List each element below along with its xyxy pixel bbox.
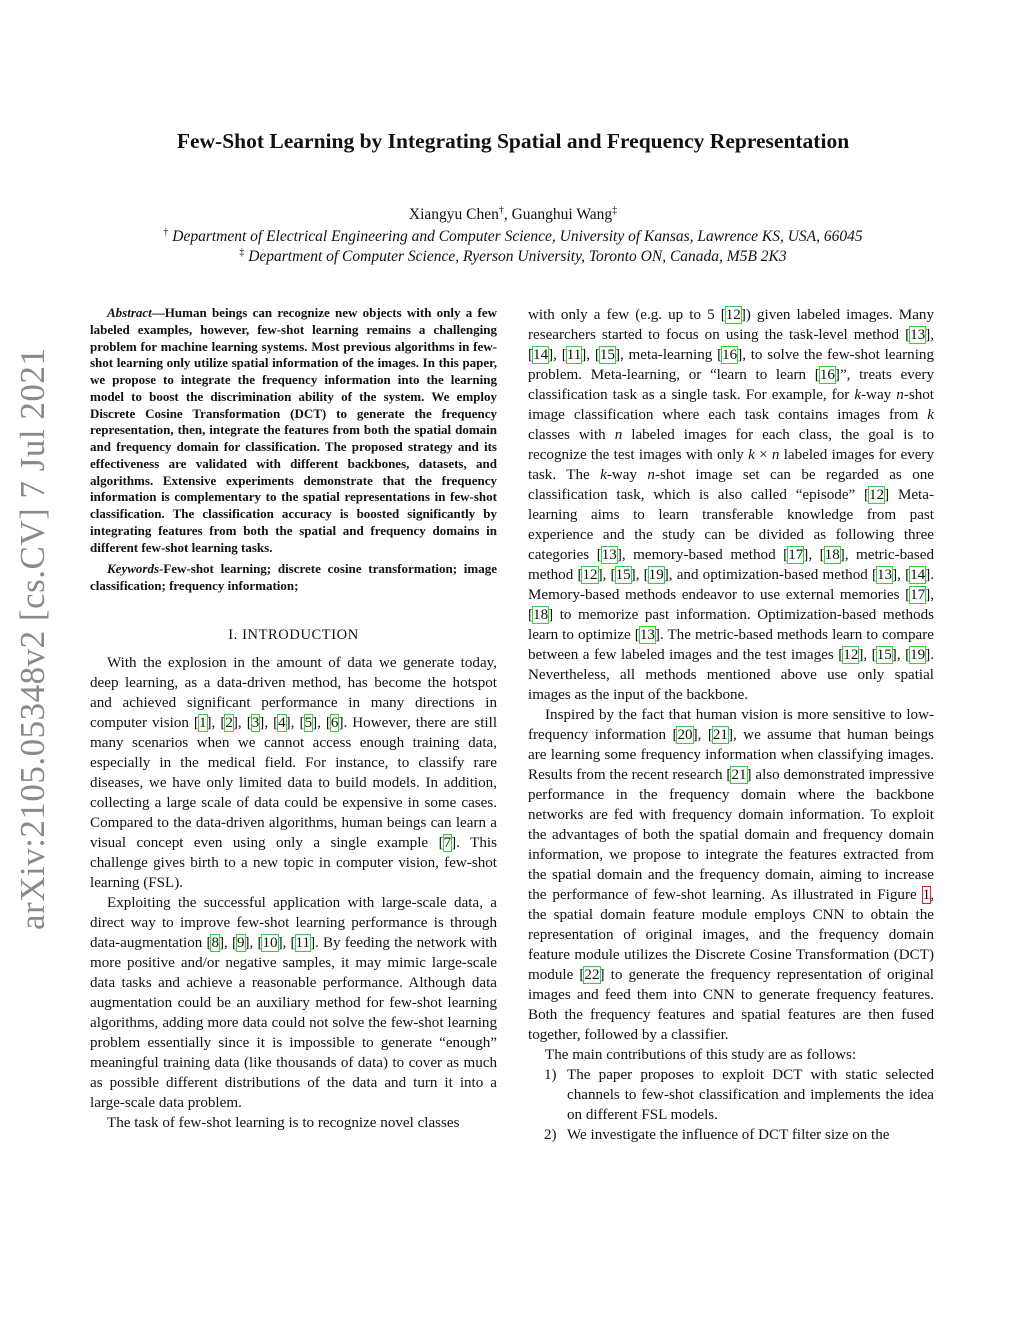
affiliation-mark: † (498, 205, 504, 216)
paragraph: Inspired by the fact that human vision is more sensitive to low-frequency information [ 20 ] , [ 21 ] , we assume that human beings are learning some frequency information when classifying images. Results from the recent research [ 21 ] also demonstrated impressive performance in the frequency domain where the backbone networks are fed with frequency domain information. To exploit the advantages of both the spatial domain and frequency domain information, we propose to integrate the features extracted from the spatial domain and the frequency domain, aiming to increase the performance of few-shot learning. As illustrated in Figure 1, the spatial domain feature module employs CNN to obtain the representation of original images, and the frequency domain feature module utilizes the Discrete Cosine Transformation (DCT) module [ 22 ] to generate the frequency representation of original images and feed them into CNN to generate frequency features. Both the frequency features and spatial features are then fused together, followed by a classifier. (528, 705, 934, 1045)
affiliation-mark: † (163, 227, 169, 238)
citation-link[interactable]: [ 2 ] (220, 715, 238, 731)
citation-link[interactable]: [ 11 ] (290, 935, 315, 951)
affiliation-1 (92, 227, 934, 247)
affiliation-mark: ‡ (612, 205, 618, 216)
citation-link[interactable]: [ 11 ] (562, 347, 587, 363)
citation-link[interactable]: [ 14 ] (905, 567, 930, 583)
citation-link[interactable]: [ 4 ] (273, 715, 291, 731)
citation-link[interactable]: [ 5 ] (299, 715, 317, 731)
figure-link[interactable]: 1 (922, 887, 931, 903)
paragraph: Exploiting the successful application with large-scale data, a direct way to improve few-shot learning performance is through data-augmentation [ 8 ] , [ 9 ] , [ 10 ] , [ 11 ] . By feeding the network with more positive and/or negative samples, it may mimic large-scale data tasks and achieve a reasonable performance. Although data augmentation could be an auxiliary method for few-shot learning algorithms, adding more data could not solve the few-shot learning problem essentially since it is impossible to generate “enough” meaningful training data (like thousands of data) to cover as much as possible different distributions of the data and turn it into a large-scale data problem. (90, 893, 497, 1113)
citation-link[interactable]: [ 17 ] (905, 587, 930, 603)
citation-link[interactable]: [ 14 ] (528, 347, 553, 363)
paragraph: The main contributions of this study are as follows: (545, 1047, 857, 1063)
right-column (528, 305, 934, 1145)
abstract (90, 305, 497, 556)
affiliation-2 (92, 247, 934, 267)
author-line: Xiangyu Chen†, Guanghui Wang‡ (408, 205, 618, 223)
citation-link[interactable]: [ 13 ] (872, 567, 897, 583)
list-item: 1) The paper proposes to exploit DCT with static selected channels to few-shot classification and implements the idea on different FSL models. (544, 1067, 934, 1123)
citation-link[interactable]: [ 22 ] (579, 967, 604, 983)
citation-link[interactable]: [ 6 ] (326, 715, 344, 731)
citation-link[interactable]: [ 12 ] (721, 307, 746, 323)
citation-link[interactable]: [ 7 ] (439, 835, 457, 851)
citation-link[interactable]: [ 19 ] (644, 567, 669, 583)
abstract-text: —Human beings can recognize new objects with only a few labeled examples, however, few-shot learning remains a challenging problem for machine learning systems. Most previous algorithms in few-shot learning only utilize spatial information of the images. In this paper, we propose to integrate the frequency information into the learning model to boost the discrimination ability of the system. We employ Discrete Cosine Transformation (DCT) to generate the frequency representation, then, integrate the features from both the spatial domain and frequency domain for classification. The proposed strategy and its effectiveness are validated with different backbones, datasets, and algorithms. Extensive experiments demonstrate that the frequency information is complementary to the spatial representations in few-shot classification. The classification accuracy is boosted significantly by integrating features from both the spatial and frequency domains in different few-shot learning tasks. (90, 305, 497, 555)
citation-link[interactable]: [ 13 ] (905, 327, 930, 343)
citation-link[interactable]: [ 15 ] (872, 647, 897, 663)
arxiv-identifier: arXiv:2105.05348v2 [cs.CV] 7 Jul 2021 (13, 347, 52, 930)
citation-link[interactable]: [ 20 ] (672, 727, 697, 743)
citation-link[interactable]: [ 12 ] (577, 567, 602, 583)
arxiv-sidebar (0, 0, 66, 1325)
keywords-label: Keywords (107, 561, 159, 577)
citation-link[interactable]: [ 16 ] (815, 367, 840, 383)
affiliation-text: Department of Computer Science, Ryerson University, Toronto ON, Canada, M5B 2K3 (248, 248, 787, 265)
paragraph: With the explosion in the amount of data we generate today, deep learning, as a data-driven method, has become the hotspot and achieved significant performance in many directions in computer vision [ 1 ] , [ 2 ] , [ 3 ] , [ 4 ] , [ 5 ] , [ 6 ] . However, there are still many scenarios when we cannot access enough training data, especially in the medical field. For instance, to classify rare diseases, we have only limited data to build models. In addition, collecting a large scale of data could be expensive in some cases. Compared to the data-driven algorithms, human beings can learn a visual concept even using only a single example [ 7 ] . This challenge gives birth to a new topic in computer vision, few-shot learning (FSL). (90, 653, 497, 893)
citation-link[interactable]: [ 13 ] (597, 547, 622, 563)
citation-link[interactable]: [ 18 ] (528, 607, 553, 623)
keywords-text: -Few-shot learning; discrete cosine transformation; image classification; frequency information; (90, 561, 497, 593)
left-column (90, 305, 497, 1133)
citation-link[interactable]: [ 21 ] (708, 727, 733, 743)
citation-link[interactable]: [ 1 ] (194, 715, 212, 731)
citation-link[interactable]: [ 13 ] (635, 627, 660, 643)
citation-link[interactable]: [ 21 ] (726, 767, 751, 783)
keywords (90, 561, 497, 595)
contributions-list (528, 1065, 934, 1145)
citation-link[interactable]: [ 12 ] (864, 487, 889, 503)
section-heading-introduction: I. INTRODUCTION (228, 626, 359, 643)
paragraph: The task of few-shot learning is to recognize novel classes (107, 1114, 460, 1131)
citation-link[interactable]: [ 9 ] (232, 935, 250, 951)
citation-link[interactable]: [ 19 ] (905, 647, 930, 663)
author-name: Guanghui Wang (511, 206, 613, 223)
citation-link[interactable]: [ 15 ] (595, 347, 620, 363)
paper-title: Few-Shot Learning by Integrating Spatial and Frequency Representation (176, 129, 850, 153)
citation-link[interactable]: [ 8 ] (206, 935, 224, 951)
author-name: Xiangyu Chen (408, 206, 499, 223)
paragraph: with only a few (e.g. up to 5 [ 12 ] ) given labeled images. Many researchers started to focus on using the task-level method [ 13 ] , [ 14 ] , [ 11 ] , [ 15 ] , meta-learning [ 16 ] , to solve the few-shot learning problem. Meta-learning, or “learn to learn [ 16 ] ”, treats every classification task as a single task. For example, for k-way n-shot image classification where each task contains images from k classes with n labeled images for each class, the goal is to recognize the test images with only k × n labeled images for every task. The k-way n-shot image set can be regarded as one classification task, which is also called “episode” [ 12 ] Meta-learning aims to learn transferable knowledge from past experience and the study can be divided as following three categories [ 13 ] , memory-based method [ 17 ] , [ 18 ] , metric-based method [ 12 ] , [ 15 ] , [ 19 ] , and optimization-based method [ 13 ] , [ 14 ] . Memory-based methods endeavor to use external memories [ 17 ] , [ 18 ] to memorize past information. Optimization-based methods learn to optimize [ 13 ] . The metric-based methods learn to compare between a few labeled images and the test images [ 12 ] , [ 15 ] , [ 19 ] . Nevertheless, all methods mentioned above use only spatial images as the input of the backbone. (528, 305, 934, 705)
citation-link[interactable]: [ 3 ] (247, 715, 265, 731)
citation-link[interactable]: [ 18 ] (820, 547, 845, 563)
affiliation-text: Department of Electrical Engineering and Computer Science, University of Kansas, Lawrence KS, USA, 66045 (172, 228, 863, 245)
citation-link[interactable]: [ 16 ] (717, 347, 742, 363)
affiliation-mark: ‡ (239, 247, 245, 258)
citation-link[interactable]: [ 15 ] (611, 567, 636, 583)
abstract-label: Abstract (107, 305, 152, 320)
citation-link[interactable]: [ 12 ] (838, 647, 863, 663)
list-item: 2) We investigate the influence of DCT filter size on the (544, 1127, 890, 1143)
citation-link[interactable]: [ 17 ] (783, 547, 808, 563)
citation-link[interactable]: [ 10 ] (257, 935, 282, 951)
